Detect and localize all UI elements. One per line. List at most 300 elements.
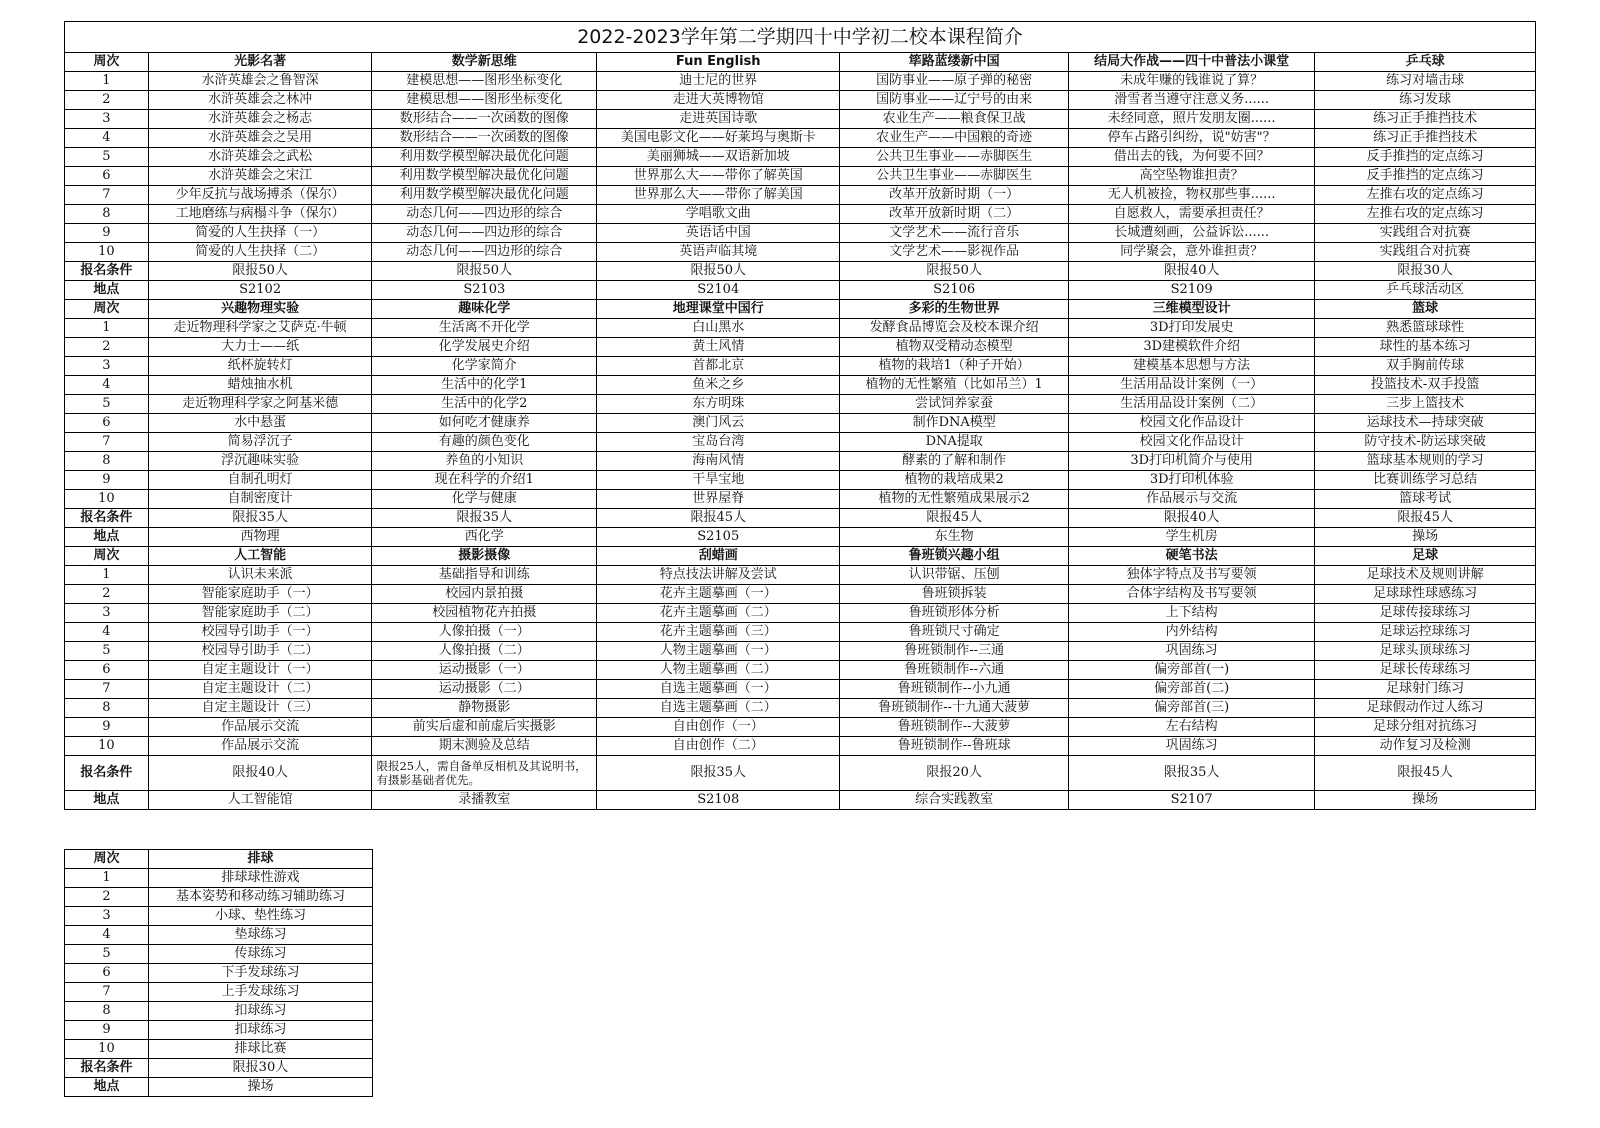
location-row: [65, 791, 1536, 810]
lesson-topic: 植物的栽培1（种子开始）: [840, 357, 1069, 376]
lesson-topic: 鲁班锁形体分析: [840, 604, 1069, 623]
lesson-topic: 作品展示交流: [148, 718, 372, 737]
lesson-topic: 建模思想——图形坐标变化: [372, 72, 597, 91]
enroll-condition: 限报45人: [597, 509, 840, 528]
week-number: 5: [65, 642, 149, 661]
week-number: 5: [65, 395, 149, 414]
lesson-topic: 发酵食品博览会及校本课介绍: [840, 319, 1069, 338]
lesson-topic: 基本姿势和移动练习辅助练习: [148, 888, 372, 907]
lesson-topic: 练习正手推挡技术: [1315, 110, 1536, 129]
week-row: [65, 167, 1536, 186]
lesson-topic: 水浒英雄会之吴用: [148, 129, 372, 148]
lesson-topic: 纸杯旋转灯: [148, 357, 372, 376]
week-row: [65, 680, 1536, 699]
lesson-topic: 认识未来派: [148, 566, 372, 585]
lesson-topic: 未成年赚的钱谁说了算？: [1069, 72, 1315, 91]
lesson-topic: 国防事业——原子弹的秘密: [840, 72, 1069, 91]
week-number: 7: [65, 433, 149, 452]
week-row: [65, 414, 1536, 433]
week-header: 周次: [65, 850, 149, 869]
lesson-topic: 传球练习: [148, 945, 372, 964]
lesson-topic: 英语话中国: [597, 224, 840, 243]
lesson-topic: 水浒英雄会之林冲: [148, 91, 372, 110]
lesson-topic: 自制密度计: [148, 490, 372, 509]
lesson-topic: 未经同意，照片发朋友圈......: [1069, 110, 1315, 129]
lesson-topic: 生活离不开化学: [372, 319, 597, 338]
enroll-condition-row: [65, 262, 1536, 281]
week-number: 3: [65, 357, 149, 376]
enroll-condition: 限报40人: [1069, 509, 1315, 528]
lesson-topic: 智能家庭助手（二）: [148, 604, 372, 623]
week-number: 10: [65, 490, 149, 509]
lesson-topic: 养鱼的小知识: [372, 452, 597, 471]
week-number: 10: [65, 243, 149, 262]
enroll-condition: 限报25人，需自备单反相机及其说明书，有摄影基础者优先。: [372, 756, 597, 791]
lesson-topic: 自制孔明灯: [148, 471, 372, 490]
lesson-topic: 校园文化作品设计: [1069, 433, 1315, 452]
week-row: [65, 661, 1536, 680]
week-number: 2: [65, 888, 149, 907]
lesson-topic: 文学艺术——流行音乐: [840, 224, 1069, 243]
week-row: [65, 888, 373, 907]
lesson-topic: 特点技法讲解及尝试: [597, 566, 840, 585]
lesson-topic: 运球技术—持球突破: [1315, 414, 1536, 433]
lesson-topic: 人像拍摄（二）: [372, 642, 597, 661]
lesson-topic: 宝岛台湾: [597, 433, 840, 452]
week-row: [65, 129, 1536, 148]
lesson-topic: 自定主题设计（二）: [148, 680, 372, 699]
week-row: [65, 869, 373, 888]
lesson-topic: 干旱宝地: [597, 471, 840, 490]
lesson-topic: 少年反抗与战场搏杀（保尔）: [148, 186, 372, 205]
lesson-topic: 自由创作（一）: [597, 718, 840, 737]
course-name: 多彩的生物世界: [840, 300, 1069, 319]
location: S2103: [372, 281, 597, 300]
location: 操场: [1315, 528, 1536, 547]
lesson-topic: 反手推挡的定点练习: [1315, 167, 1536, 186]
week-number: 4: [65, 129, 149, 148]
lesson-topic: 3D打印机体验: [1069, 471, 1315, 490]
week-number: 3: [65, 604, 149, 623]
lesson-topic: 化学发展史介绍: [372, 338, 597, 357]
lesson-topic: 动态几何——四边形的综合: [372, 205, 597, 224]
lesson-topic: 化学与健康: [372, 490, 597, 509]
lesson-topic: 偏旁部首(三): [1069, 699, 1315, 718]
enroll-condition-label: 报名条件: [65, 756, 149, 791]
enroll-condition: 限报35人: [372, 509, 597, 528]
lesson-topic: 练习对墙击球: [1315, 72, 1536, 91]
lesson-topic: 校园导引助手（一）: [148, 623, 372, 642]
lesson-topic: 走近物理科学家之阿基米德: [148, 395, 372, 414]
enroll-condition: 限报45人: [1315, 509, 1536, 528]
lesson-topic: DNA提取: [840, 433, 1069, 452]
location-label: 地点: [65, 528, 149, 547]
enroll-condition: 限报50人: [148, 262, 372, 281]
lesson-topic: 自选主题摹画（一）: [597, 680, 840, 699]
lesson-topic: 农业生产——中国粮的奇迹: [840, 129, 1069, 148]
lesson-topic: 美国电影文化——好莱坞与奥斯卡: [597, 129, 840, 148]
week-row: [65, 452, 1536, 471]
lesson-topic: 运动摄影（一）: [372, 661, 597, 680]
week-number: 2: [65, 91, 149, 110]
lesson-topic: 高空坠物谁担责？: [1069, 167, 1315, 186]
week-row: [65, 72, 1536, 91]
lesson-topic: 黄土风情: [597, 338, 840, 357]
week-row: [65, 186, 1536, 205]
lesson-topic: 植物的无性繁殖（比如吊兰）1: [840, 376, 1069, 395]
week-row: [65, 110, 1536, 129]
lesson-topic: 自定主题设计（一）: [148, 661, 372, 680]
lesson-topic: 水浒英雄会之宋江: [148, 167, 372, 186]
week-row: [65, 926, 373, 945]
week-row: [65, 737, 1536, 756]
lesson-topic: 排球比赛: [148, 1040, 372, 1059]
lesson-topic: 自由创作（二）: [597, 737, 840, 756]
course-name: 人工智能: [148, 547, 372, 566]
week-row: [65, 945, 373, 964]
week-number: 2: [65, 338, 149, 357]
lesson-topic: 上手发球练习: [148, 983, 372, 1002]
week-row: [65, 91, 1536, 110]
lesson-topic: 尝试饲养家蚕: [840, 395, 1069, 414]
week-number: 2: [65, 585, 149, 604]
lesson-topic: 植物的无性繁殖成果展示2: [840, 490, 1069, 509]
lesson-topic: 动态几何——四边形的综合: [372, 224, 597, 243]
week-row: [65, 1021, 373, 1040]
lesson-topic: 大力士——纸: [148, 338, 372, 357]
week-row: [65, 585, 1536, 604]
week-row: [65, 338, 1536, 357]
lesson-topic: 人像拍摄（一）: [372, 623, 597, 642]
lesson-topic: 生活中的化学2: [372, 395, 597, 414]
lesson-topic: 世界屋脊: [597, 490, 840, 509]
lesson-topic: 人物主题摹画（二）: [597, 661, 840, 680]
week-number: 1: [65, 566, 149, 585]
location-label: 地点: [65, 1078, 149, 1097]
course-name: 兴趣物理实验: [148, 300, 372, 319]
location-label: 地点: [65, 281, 149, 300]
enroll-condition: 限报40人: [1069, 262, 1315, 281]
lesson-topic: 偏旁部首(一): [1069, 661, 1315, 680]
lesson-topic: 农业生产——粮食保卫战: [840, 110, 1069, 129]
enroll-condition: 限报45人: [840, 509, 1069, 528]
lesson-topic: 人物主题摹画（一）: [597, 642, 840, 661]
lesson-topic: 校园导引助手（二）: [148, 642, 372, 661]
lesson-topic: 植物双受精动态模型: [840, 338, 1069, 357]
lesson-topic: 鲁班锁制作--小九通: [840, 680, 1069, 699]
location: S2106: [840, 281, 1069, 300]
week-number: 8: [65, 1002, 149, 1021]
lesson-topic: 简易浮沉子: [148, 433, 372, 452]
week-number: 7: [65, 680, 149, 699]
week-number: 1: [65, 319, 149, 338]
lesson-topic: 利用数学模型解决最优化问题: [372, 148, 597, 167]
lesson-topic: 停车占路引纠纷，说"妨害"？: [1069, 129, 1315, 148]
course-name: 足球: [1315, 547, 1536, 566]
lesson-topic: 滑雪者当遵守注意义务......: [1069, 91, 1315, 110]
lesson-topic: 自选主题摹画（二）: [597, 699, 840, 718]
enroll-condition: 限报35人: [148, 509, 372, 528]
enroll-condition-label: 报名条件: [65, 509, 149, 528]
lesson-topic: 文学艺术——影视作品: [840, 243, 1069, 262]
lesson-topic: 建模思想——图形坐标变化: [372, 91, 597, 110]
location: 综合实践教室: [840, 791, 1069, 810]
lesson-topic: 走进大英博物馆: [597, 91, 840, 110]
lesson-topic: 校园内景拍摄: [372, 585, 597, 604]
course-header-row: [65, 53, 1536, 72]
location-row: [65, 281, 1536, 300]
location: 人工智能馆: [148, 791, 372, 810]
lesson-topic: 足球头顶球练习: [1315, 642, 1536, 661]
lesson-topic: 公共卫生事业——赤脚医生: [840, 148, 1069, 167]
course-name: 乒乓球: [1315, 53, 1536, 72]
enroll-condition: 限报50人: [372, 262, 597, 281]
lesson-topic: 迪士尼的世界: [597, 72, 840, 91]
lesson-topic: 小球、垫性练习: [148, 907, 372, 926]
week-number: 4: [65, 376, 149, 395]
week-header: 周次: [65, 300, 149, 319]
lesson-topic: 练习正手推挡技术: [1315, 129, 1536, 148]
lesson-topic: 足球传接球练习: [1315, 604, 1536, 623]
lesson-topic: 合体字结构及书写要领: [1069, 585, 1315, 604]
volleyball-table: [64, 849, 373, 1097]
lesson-topic: 鲁班锁制作--鲁班球: [840, 737, 1069, 756]
lesson-topic: 足球运控球练习: [1315, 623, 1536, 642]
lesson-topic: 水浒英雄会之武松: [148, 148, 372, 167]
lesson-topic: 数形结合——一次函数的图像: [372, 129, 597, 148]
location: 操场: [148, 1078, 372, 1097]
week-row: [65, 490, 1536, 509]
course-name: 摄影摄像: [372, 547, 597, 566]
location: 学生机房: [1069, 528, 1315, 547]
lesson-topic: 水中悬蛋: [148, 414, 372, 433]
lesson-topic: 足球球性球感练习: [1315, 585, 1536, 604]
lesson-topic: 鲁班锁尺寸确定: [840, 623, 1069, 642]
week-number: 8: [65, 699, 149, 718]
lesson-topic: 鲁班锁制作--大菠萝: [840, 718, 1069, 737]
lesson-topic: 投篮技术-双手投篮: [1315, 376, 1536, 395]
week-row: [65, 243, 1536, 262]
enroll-condition-label: 报名条件: [65, 262, 149, 281]
week-header: 周次: [65, 547, 149, 566]
lesson-topic: 水浒英雄会之杨志: [148, 110, 372, 129]
lesson-topic: 花卉主题摹画（三）: [597, 623, 840, 642]
location: 乒乓球活动区: [1315, 281, 1536, 300]
enroll-condition: 限报50人: [597, 262, 840, 281]
lesson-topic: 工地磨练与病榻斗争（保尔）: [148, 205, 372, 224]
week-number: 5: [65, 945, 149, 964]
course-name: 光影名著: [148, 53, 372, 72]
lesson-topic: 酵素的了解和制作: [840, 452, 1069, 471]
lesson-topic: 下手发球练习: [148, 964, 372, 983]
week-row: [65, 718, 1536, 737]
week-header: 周次: [65, 53, 149, 72]
course-table: [64, 21, 1536, 810]
lesson-topic: 足球假动作过人练习: [1315, 699, 1536, 718]
lesson-topic: 三步上篮技术: [1315, 395, 1536, 414]
lesson-topic: 偏旁部首(二): [1069, 680, 1315, 699]
week-number: 1: [65, 869, 149, 888]
lesson-topic: 浮沉趣味实验: [148, 452, 372, 471]
lesson-topic: 作品展示与交流: [1069, 490, 1315, 509]
lesson-topic: 走进英国诗歌: [597, 110, 840, 129]
week-row: [65, 964, 373, 983]
lesson-topic: 利用数学模型解决最优化问题: [372, 186, 597, 205]
week-number: 5: [65, 148, 149, 167]
week-number: 9: [65, 471, 149, 490]
lesson-topic: 美丽狮城——双语新加坡: [597, 148, 840, 167]
lesson-topic: 练习发球: [1315, 91, 1536, 110]
course-name: 刮蜡画: [597, 547, 840, 566]
lesson-topic: 改革开放新时期（一）: [840, 186, 1069, 205]
course-name: 趣味化学: [372, 300, 597, 319]
week-number: 3: [65, 907, 149, 926]
lesson-topic: 水浒英雄会之鲁智深: [148, 72, 372, 91]
lesson-topic: 首都北京: [597, 357, 840, 376]
week-row: [65, 357, 1536, 376]
lesson-topic: 简爱的人生抉择（一）: [148, 224, 372, 243]
enroll-condition: 限报50人: [840, 262, 1069, 281]
lesson-topic: 比赛训练学习总结: [1315, 471, 1536, 490]
lesson-topic: 现在科学的介绍1: [372, 471, 597, 490]
lesson-topic: 基础指导和训练: [372, 566, 597, 585]
location-row: [65, 528, 1536, 547]
week-number: 8: [65, 452, 149, 471]
lesson-topic: 借出去的钱，为何要不回？: [1069, 148, 1315, 167]
location: S2107: [1069, 791, 1315, 810]
lesson-topic: 有趣的颜色变化: [372, 433, 597, 452]
lesson-topic: 期末测验及总结: [372, 737, 597, 756]
lesson-topic: 扣球练习: [148, 1021, 372, 1040]
lesson-topic: 作品展示交流: [148, 737, 372, 756]
lesson-topic: 巩固练习: [1069, 737, 1315, 756]
lesson-topic: 同学聚会，意外谁担责？: [1069, 243, 1315, 262]
lesson-topic: 实践组合对抗赛: [1315, 243, 1536, 262]
location: S2105: [597, 528, 840, 547]
lesson-topic: 世界那么大——带你了解英国: [597, 167, 840, 186]
week-row: [65, 642, 1536, 661]
lesson-topic: 鲁班锁拆装: [840, 585, 1069, 604]
location: S2108: [597, 791, 840, 810]
lesson-topic: 长城遭刻画，公益诉讼......: [1069, 224, 1315, 243]
week-row: [65, 471, 1536, 490]
lesson-topic: 校园文化作品设计: [1069, 414, 1315, 433]
enroll-condition-row: [65, 509, 1536, 528]
location: S2104: [597, 281, 840, 300]
lesson-topic: 动作复习及检测: [1315, 737, 1536, 756]
enroll-condition: 限报35人: [597, 756, 840, 791]
week-row: [65, 566, 1536, 585]
week-number: 4: [65, 623, 149, 642]
week-row: [65, 1002, 373, 1021]
location-label: 地点: [65, 791, 149, 810]
lesson-topic: 足球技术及规则讲解: [1315, 566, 1536, 585]
lesson-topic: 植物的栽培成果2: [840, 471, 1069, 490]
lesson-topic: 化学家简介: [372, 357, 597, 376]
enroll-condition: 限报30人: [1315, 262, 1536, 281]
week-row: [65, 604, 1536, 623]
week-number: 3: [65, 110, 149, 129]
lesson-topic: 熟悉篮球球性: [1315, 319, 1536, 338]
location: 操场: [1315, 791, 1536, 810]
course-name: 篮球: [1315, 300, 1536, 319]
lesson-topic: 左推右攻的定点练习: [1315, 205, 1536, 224]
lesson-topic: 如何吃才健康养: [372, 414, 597, 433]
lesson-topic: 动态几何——四边形的综合: [372, 243, 597, 262]
lesson-topic: 上下结构: [1069, 604, 1315, 623]
course-header-row: [65, 300, 1536, 319]
lesson-topic: 球性的基本练习: [1315, 338, 1536, 357]
lesson-topic: 左右结构: [1069, 718, 1315, 737]
lesson-topic: 运动摄影（二）: [372, 680, 597, 699]
week-number: 10: [65, 1040, 149, 1059]
enroll-condition: 限报40人: [148, 756, 372, 791]
lesson-topic: 自定主题设计（三）: [148, 699, 372, 718]
lesson-topic: 制作DNA模型: [840, 414, 1069, 433]
course-header-row: [65, 547, 1536, 566]
week-number: 6: [65, 414, 149, 433]
week-number: 8: [65, 205, 149, 224]
lesson-topic: 无人机被捡，物权那些事......: [1069, 186, 1315, 205]
lesson-topic: 学唱歌文曲: [597, 205, 840, 224]
lesson-topic: 简爱的人生抉择（二）: [148, 243, 372, 262]
lesson-topic: 生活中的化学1: [372, 376, 597, 395]
week-row: [65, 205, 1536, 224]
lesson-topic: 鲁班锁制作--十九通大菠萝: [840, 699, 1069, 718]
week-number: 9: [65, 1021, 149, 1040]
enroll-condition-row: [65, 756, 1536, 791]
lesson-topic: 生活用品设计案例（一）: [1069, 376, 1315, 395]
week-number: 7: [65, 186, 149, 205]
week-row: [65, 395, 1536, 414]
lesson-topic: 左推右攻的定点练习: [1315, 186, 1536, 205]
lesson-topic: 走近物理科学家之艾萨克·牛顿: [148, 319, 372, 338]
lesson-topic: 澳门风云: [597, 414, 840, 433]
course-name: 三维模型设计: [1069, 300, 1315, 319]
course-name: 数学新思维: [372, 53, 597, 72]
course-name: Fun English: [597, 53, 840, 72]
lesson-topic: 足球分组对抗练习: [1315, 718, 1536, 737]
lesson-topic: 花卉主题摹画（二）: [597, 604, 840, 623]
location: S2109: [1069, 281, 1315, 300]
lesson-topic: 前实后虚和前虚后实摄影: [372, 718, 597, 737]
lesson-topic: 认识带锯、压刨: [840, 566, 1069, 585]
lesson-topic: 垫球练习: [148, 926, 372, 945]
lesson-topic: 自愿救人，需要承担责任？: [1069, 205, 1315, 224]
week-row: [65, 376, 1536, 395]
week-row: [65, 623, 1536, 642]
week-number: 10: [65, 737, 149, 756]
week-number: 7: [65, 983, 149, 1002]
page-title: 2022-2023学年第二学期四十中学初二校本课程简介: [65, 22, 1536, 53]
week-number: 6: [65, 661, 149, 680]
enroll-condition-label: 报名条件: [65, 1059, 149, 1078]
lesson-topic: 实践组合对抗赛: [1315, 224, 1536, 243]
enroll-condition: 限报20人: [840, 756, 1069, 791]
lesson-topic: 扣球练习: [148, 1002, 372, 1021]
week-number: 6: [65, 167, 149, 186]
week-row: [65, 699, 1536, 718]
course-name: 地理课堂中国行: [597, 300, 840, 319]
lesson-topic: 公共卫生事业——赤脚医生: [840, 167, 1069, 186]
location: 东生物: [840, 528, 1069, 547]
week-number: 1: [65, 72, 149, 91]
week-number: 9: [65, 224, 149, 243]
location: 西物理: [148, 528, 372, 547]
lesson-topic: 足球长传球练习: [1315, 661, 1536, 680]
course-name: 鲁班锁兴趣小组: [840, 547, 1069, 566]
week-row: [65, 1040, 373, 1059]
